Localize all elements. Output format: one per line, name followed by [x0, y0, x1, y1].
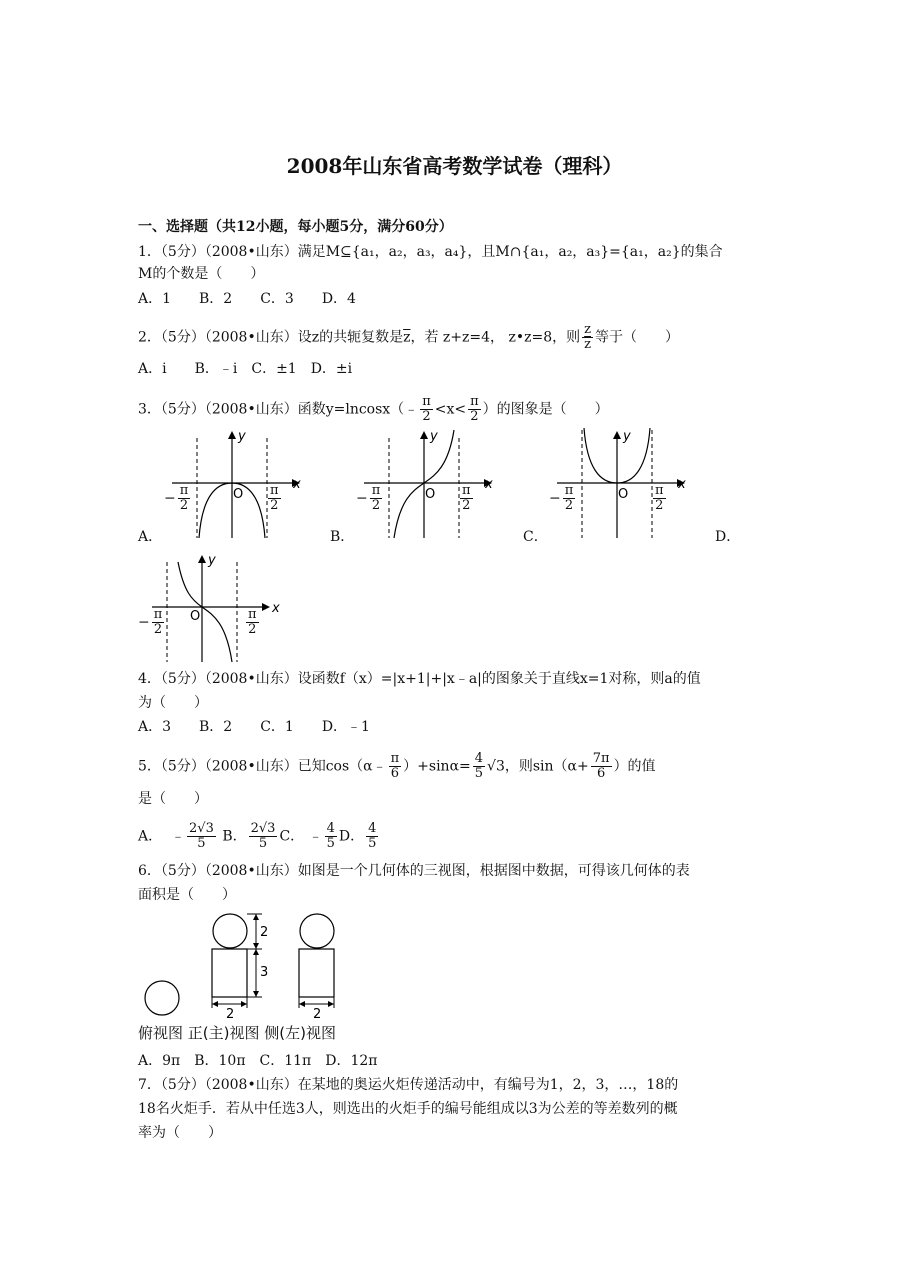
front-width: 2 [226, 1007, 235, 1022]
view-labels [138, 1024, 336, 1042]
q5-options: A． ﹣ $\frac{2√3}{5}$ B． $\frac{2√3}{5}$ C． ﹣ $\frac{4}{5}$ D． $\frac{4}{5}$ [138, 821, 377, 851]
q2-mid2: ，则 [552, 329, 581, 346]
q2-suffix: 等于（ ） [595, 329, 680, 346]
graph-c-pi-half: $\frac{\pi}{2}$ [655, 483, 664, 513]
q3-option-b: B． [330, 529, 355, 545]
graph-a-origin: O [233, 487, 244, 502]
graph-c-x-label: x [678, 477, 686, 492]
q1-line1: 1．（5分）（2008•山东）满足M⊆{a₁，a₂，a₃，a₄}，且M∩{a₁，a₂，a₃}={a₁，a₂}的集合 [138, 244, 723, 260]
q3-frac-left: $\frac{\pi}{2}$ [422, 394, 431, 424]
front-height-body: 3 [260, 965, 269, 980]
q4-line2: 为（ ） [138, 695, 208, 711]
q5-stem: 5．（5分）（2008•山东）已知cos（α﹣ $\frac{\pi}{6}$ ）+sinα= $\frac{4}{5}$ √3，则sin（α+ $\frac{7\pi}{6}$ ）的值 [138, 751, 656, 781]
q3-option-d: D． [715, 529, 741, 545]
graph-b-x-label: x [485, 477, 493, 492]
three-view-figure [138, 910, 378, 1022]
q7-line1: 7．（5分）（2008•山东）在某地的奥运火炬传递活动中，有编号为1，2，3，…，18的 [138, 1077, 679, 1093]
label-side-view: 侧(左)视图 [264, 1024, 337, 1042]
q5-frac-7pi-6: $\frac{7\pi}{6}$ [592, 751, 610, 781]
graph-c-origin: O [618, 487, 629, 502]
q6-line1: 6．（5分）（2008•山东）如图是一个几何体的三视图，根据图中数据，可得该几何体的表 [138, 863, 690, 879]
graph-d-origin: O [190, 609, 201, 624]
q2-eq1: z+z=4 [442, 329, 491, 346]
q7-line2: 18名火炬手．若从中任选3人，则选出的火炬手的编号能组成以3为公差的等差数列的概 [138, 1101, 678, 1117]
q3-option-c: C． [523, 529, 548, 545]
q2-options: A．i B．﹣i C．±1 D．±i [138, 361, 353, 377]
graph-b-pi-half: $\frac{\pi}{2}$ [462, 483, 471, 513]
q7-line3: 率为（ ） [138, 1125, 222, 1141]
q5-frac-pi-6: $\frac{\pi}{6}$ [390, 751, 400, 781]
q1-options: A．1 B．2 C．3 D．4 [138, 291, 356, 307]
q4-options: A．3 B．2 C．1 D．﹣1 [138, 719, 370, 735]
q3-option-a: A． [138, 529, 163, 545]
section-heading: 一、选择题（共12小题，每小题5分，满分60分） [138, 219, 453, 235]
q3-stem [138, 395, 609, 424]
q3-prefix: 3．（5分）（2008•山东）函数y=lncosx（ [138, 401, 405, 418]
q3-frac-right: $\frac{\pi}{2}$ [470, 394, 479, 424]
q2-conj-z: $\overline{z}$ [403, 329, 411, 346]
graph-d-y-label: y [208, 553, 216, 568]
q2-stem: 2．（5分）（2008•山东）设z的共轭复数是$\overline{z}$，若 z+z=4， z•z=8，则 $\frac{z}{z}$ 等于（ ） [138, 322, 680, 352]
graph-c-neg-pi-half: − $\frac{\pi}{2}$ [549, 483, 574, 513]
q6-line2: 面积是（ ） [138, 887, 236, 903]
q2-prefix: 2．（5分）（2008•山东）设z的共轭复数是 [138, 329, 404, 346]
q2-eq2: z•z=8 [508, 329, 553, 346]
label-top-view: 俯视图 [138, 1024, 184, 1042]
side-width: 2 [313, 1007, 322, 1022]
graph-d-neg-pi-half: − $\frac{\pi}{2}$ [138, 607, 163, 637]
graph-a-y-label: y [238, 429, 246, 444]
graph-c-y-label: y [623, 429, 631, 444]
page-title: 2008年山东省高考数学试卷（理科） [286, 154, 623, 178]
graph-a-neg-pi-half: − $\frac{\pi}{2}$ [164, 483, 189, 513]
graph-b-neg-pi-half: − $\frac{\pi}{2}$ [356, 483, 381, 513]
graph-a-x-label: x [293, 477, 301, 492]
q3-suffix: ）的图象是（ ） [482, 401, 609, 418]
graph-b-origin: O [425, 487, 436, 502]
q1-line2: M的个数是（ ） [138, 266, 265, 282]
q3-lt: <x< [434, 401, 467, 418]
graph-a-pi-half: $\frac{\pi}{2}$ [270, 483, 279, 513]
graph-d-x-label: x [272, 601, 280, 616]
q6-options: A．9π B．10π C．11π D．12π [138, 1053, 378, 1069]
q5-frac-4-5: $\frac{4}{5}$ [474, 751, 484, 781]
front-height-top: 2 [260, 925, 269, 940]
q2-frac: $\frac{z}{z}$ [584, 322, 592, 352]
graph-b-y-label: y [430, 429, 438, 444]
q4-line1: 4．（5分）（2008•山东）设函数f（x）=|x+1|+|x﹣a|的图象关于直线x=1对称，则a的值 [138, 671, 701, 687]
label-front-view: 正(主)视图 [187, 1024, 260, 1042]
q2-mid1: ，若 [410, 329, 439, 346]
graph-d-pi-half: $\frac{\pi}{2}$ [248, 607, 257, 637]
q3-neg: ﹣ [404, 401, 419, 418]
q5-line2: 是（ ） [138, 791, 208, 807]
